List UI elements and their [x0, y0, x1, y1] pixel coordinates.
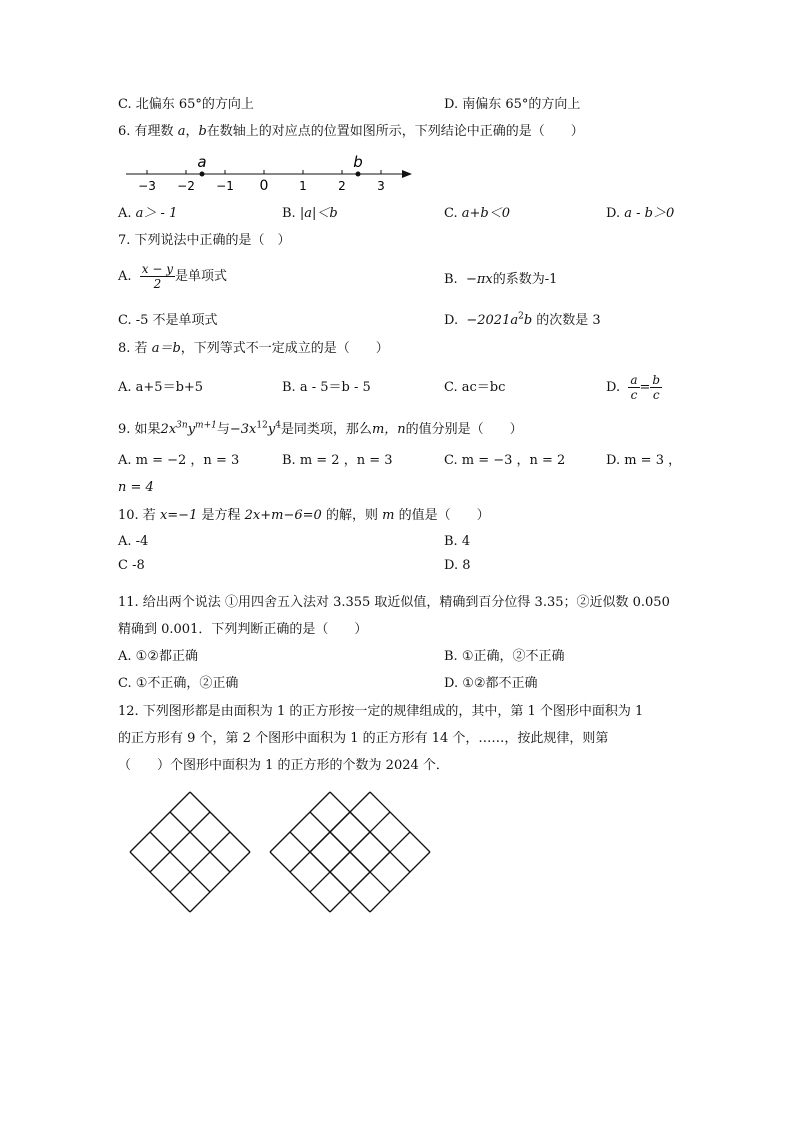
grid-line	[270, 792, 330, 852]
q6-option-a: A. a＞ - 1	[118, 206, 178, 221]
q12-line-2: 的正方形有 9 个，第 2 个图形中面积为 1 的正方形有 14 个，……，按此规律，则第	[118, 731, 609, 746]
grid-line	[270, 852, 330, 912]
q7-option-d: D. $-2021a^2b$ 的次数是 3	[444, 311, 601, 328]
q6-option-d: D. a - b＞0	[606, 206, 675, 221]
grid-line	[370, 852, 430, 912]
q6-option-b: B. |a|＜b	[282, 206, 338, 221]
q7-option-b: B. −πx的系数为-1	[444, 272, 558, 287]
q7-stem: 7. 下列说法中正确的是（ ）	[118, 233, 291, 248]
grid-line	[150, 832, 210, 892]
grid-line	[170, 832, 230, 892]
q5-option-c: C. 北偏东 65°的方向上	[118, 97, 254, 112]
tick-label: 1	[299, 179, 307, 193]
q9-option-d-continued: n = 4	[118, 480, 154, 495]
tick-label: −2	[177, 179, 195, 193]
tick-label: −3	[138, 179, 156, 193]
grid-line	[130, 792, 190, 852]
q9-stem: 9. 如果$2x^{3n}y^{m+1}$与$-3x^{12}y^4$是同类项，那么m，n的值分别是（ ）	[118, 420, 523, 437]
figure-1	[130, 792, 250, 912]
q7-option-a: A. $\frac{x - y}{2}$ 是单项式	[118, 262, 228, 291]
grid-line	[350, 812, 410, 872]
q9-option-b: B. m = 2 ，n = 3	[282, 453, 393, 468]
grid-line	[370, 792, 430, 852]
grid-line	[190, 852, 250, 912]
q8-option-c: C. ac＝bc	[444, 380, 506, 395]
number-line-arrow	[402, 170, 412, 178]
q6-option-c: C. a+b＜0	[444, 206, 511, 221]
q10-option-c: C -8	[118, 558, 145, 573]
grid-line	[130, 852, 190, 912]
q9-option-c: C. m = −3 ，n = 2	[444, 453, 566, 468]
grid-line	[350, 832, 410, 892]
point-b-label: b	[353, 153, 363, 171]
q9-option-d: D. m = 3 ，	[606, 453, 682, 468]
q12-line-3: （ ）个图形中面积为 1 的正方形的个数为 2024 个．	[118, 758, 449, 773]
q10-stem: 10. 若 x=−1 是方程 2x+m−6=0 的解，则 m 的值是（ ）	[118, 508, 490, 523]
q8-stem: 8. 若 a＝b，下列等式不一定成立的是（ ）	[118, 341, 389, 356]
grid-line	[310, 852, 370, 912]
q10-option-a: A. -4	[118, 534, 149, 549]
tick-label: 3	[377, 179, 385, 193]
q11-option-a: A. ①②都正确	[118, 649, 198, 664]
q12-figures	[120, 785, 440, 920]
tick-label: 2	[338, 179, 346, 193]
point-a-label: a	[197, 153, 207, 171]
grid-line	[330, 812, 390, 872]
q11-line-2: 精确到 0.001．下列判断正确的是（ ）	[118, 622, 368, 637]
grid-line	[170, 812, 230, 872]
grid-line	[190, 792, 250, 852]
q12-line-1: 12. 下列图形都是由面积为 1 的正方形按一定的规律组成的，其中，第 1 个图形中面积为 1	[118, 704, 644, 719]
q9-option-a: A. m = −2 ，n = 3	[118, 453, 240, 468]
q8-option-a: A. a+5＝b+5	[118, 380, 204, 395]
q11-option-d: D. ①②都不正确	[444, 676, 538, 691]
q8-option-d: D. $\frac{a}{c}$ = $\frac{b}{c}$	[606, 373, 661, 402]
grid-line	[150, 812, 210, 872]
tick-label: 0	[259, 178, 269, 194]
q6-number-line	[118, 150, 418, 196]
q5-option-d: D. 南偏东 65°的方向上	[444, 97, 581, 112]
q7-option-c: C. -5 不是单项式	[118, 313, 218, 328]
q7-option-a-fraction: $\frac{x - y}{2}$	[141, 262, 174, 291]
q10-option-b: B. 4	[444, 534, 471, 549]
grid-line	[330, 832, 390, 892]
q8-option-b: B. a - 5＝b - 5	[282, 380, 371, 395]
q11-option-b: B. ①正确，②不正确	[444, 649, 565, 664]
grid-line	[310, 792, 370, 852]
figure-2	[270, 792, 430, 912]
q11-option-c: C. ①不正确，②正确	[118, 676, 239, 691]
point-a	[200, 172, 205, 177]
point-b	[356, 172, 361, 177]
tick-label: −1	[216, 179, 234, 193]
q11-line-1: 11. 给出两个说法 ①用四舍五入法对 3.355 取近似值，精确到百分位得 3.35；②近似数 0.050	[118, 595, 670, 610]
q6-stem: 6. 有理数 a，b在数轴上的对应点的位置如图所示，下列结论中正确的是（ ）	[118, 124, 584, 139]
q10-option-d: D. 8	[444, 558, 471, 573]
